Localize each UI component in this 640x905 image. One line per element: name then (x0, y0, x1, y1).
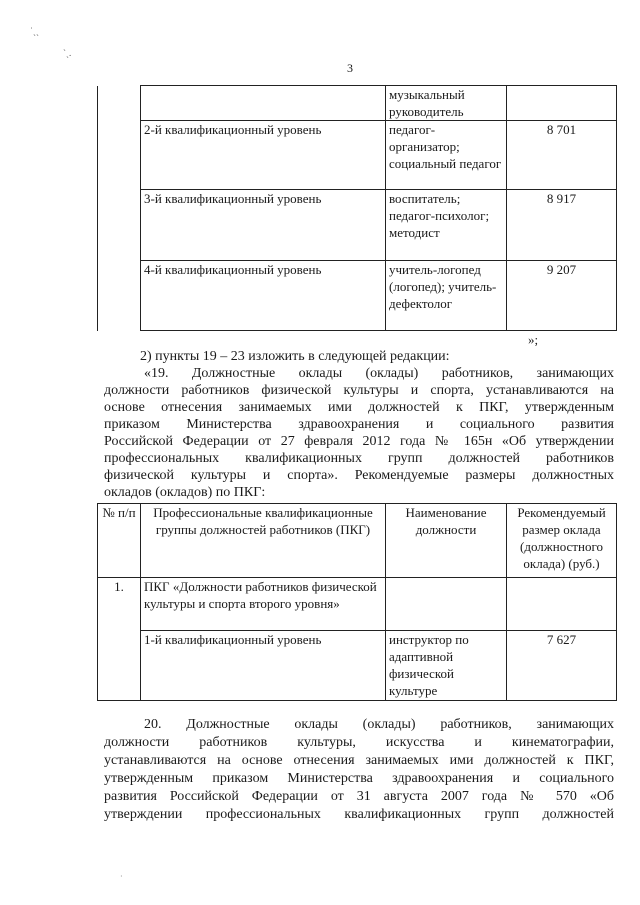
para19-line-2: должности работников физической культуры и спорта, устанавливаются на (104, 383, 614, 398)
para19-line-3: основе отнесения занимаемых ими должностей к ПКГ, утвержденным (104, 400, 614, 415)
group-name: ПКГ «Должности работников физической культуры и спорта второго уровня» (141, 578, 386, 631)
para20-line-6: утверждении профессиональных квалификационных групп должностей (104, 807, 614, 822)
salary-cell: 8 701 (507, 121, 617, 190)
intro-line: 2) пункты 19 – 23 изложить в следующей редакции: (140, 349, 450, 364)
table-row (98, 121, 617, 190)
pkg-table (97, 503, 617, 701)
group-number: 1. (98, 578, 141, 701)
header-salary: Рекомендуемый размер оклада (должностного оклада) (руб.) (507, 504, 617, 578)
salary-table-continued (97, 85, 617, 331)
salary-cell (507, 86, 617, 121)
position-cell: инструктор по адаптивной физической культуре (386, 631, 507, 701)
para19-line-1: «19. Должностные оклады (оклады) работников, занимающих (144, 366, 614, 381)
position-cell: музыкальный руководитель (386, 86, 507, 121)
table-row (98, 631, 617, 701)
header-pkg: Профессиональные квалификационные группы должностей работников (ПКГ) (141, 504, 386, 578)
position-cell: воспитатель; педагог-психолог; методист (386, 190, 507, 261)
level-cell (141, 86, 386, 121)
scan-mark: ˙ˎˏ (30, 26, 39, 36)
para19-line-6: профессиональных квалификационных групп должностей работников (104, 451, 614, 466)
page-number: 3 (347, 61, 353, 75)
level-cell: 2-й квалификационный уровень (141, 121, 386, 190)
level-cell: 3-й квалификационный уровень (141, 190, 386, 261)
table-header-row (98, 504, 617, 578)
para19-line-4: приказом Министерства здравоохранения и социального развития (104, 417, 614, 432)
para20-line-1: 20. Должностные оклады (оклады) работников, занимающих (144, 717, 614, 732)
header-number: № п/п (98, 504, 141, 578)
para20-line-5: развития Российской Федерации от 31 августа 2007 года № 570 «Об (104, 789, 614, 804)
scan-mark: ˋˏ. (63, 48, 72, 58)
para19-line-5: Российской Федерации от 27 февраля 2012 года № 165н «Об утверждении (104, 434, 614, 449)
para19-line-8: окладов (окладов) по ПКГ: (104, 485, 266, 500)
table-row (98, 578, 617, 631)
scan-mark: · (120, 872, 123, 881)
para19-line-7: физической культуры и спорта». Рекомендуемые размеры должностных (104, 468, 614, 483)
salary-cell: 7 627 (507, 631, 617, 701)
para20-line-4: утвержденным приказом Министерства здравоохранения и социального (104, 771, 614, 786)
para20-line-3: устанавливаются на основе отнесения занимаемых ими должностей к ПКГ, (104, 753, 614, 768)
position-cell: педагог-организатор; социальный педагог (386, 121, 507, 190)
closing-quote: »; (528, 332, 539, 347)
position-cell: учитель-логопед (логопед); учитель-дефектолог (386, 261, 507, 331)
table-row (98, 261, 617, 331)
para20-line-2: должности работников культуры, искусства и кинематографии, (104, 735, 614, 750)
level-cell: 4-й квалификационный уровень (141, 261, 386, 331)
table-row (98, 190, 617, 261)
table-row (98, 86, 617, 121)
header-position: Наименование должности (386, 504, 507, 578)
salary-cell: 9 207 (507, 261, 617, 331)
level-cell: 1-й квалификационный уровень (141, 631, 386, 701)
salary-cell: 8 917 (507, 190, 617, 261)
